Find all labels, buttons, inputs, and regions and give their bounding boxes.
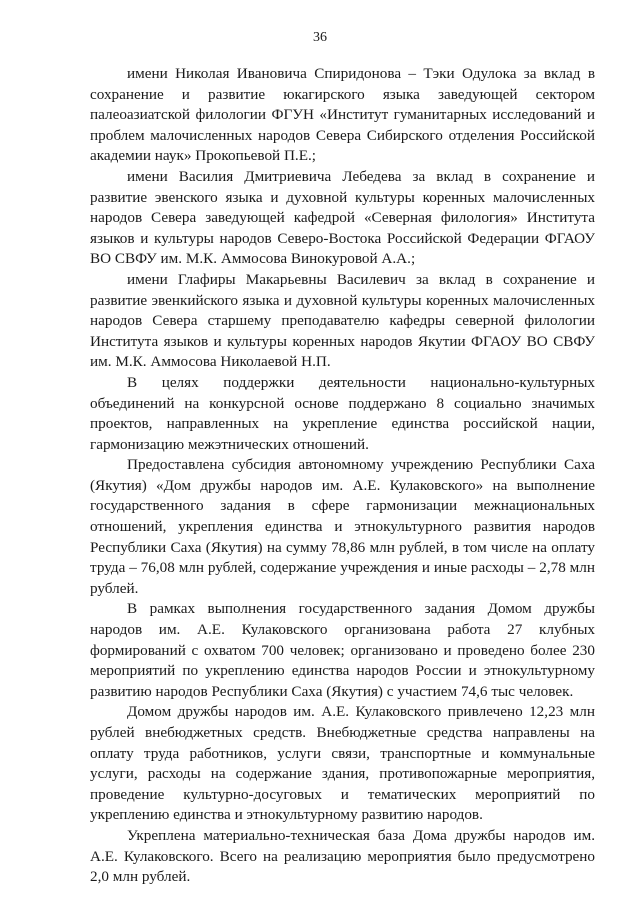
- paragraph-extrabudgetary-funds: Домом дружбы народов им. А.Е. Кулаковского привлечено 12,23 млн рублей внебюджетных средств. Внебюджетные средства направлены на оплату труда работников, услуги связи, транспортные и коммунальные услуги, расходы на содержание здания, противопожарные мероприятия, проведение культурно-досуговых и тематических мероприятий по укреплению единства и этнокультурному развитию народов.: [90, 703, 595, 824]
- paragraph-subsidy: Предоставлена субсидия автономному учреждению Республики Саха (Якутия) «Дом дружбы народов им. А.Е. Кулаковского» на выполнение государственного задания в сфере гармонизации межнациональных отношений, укрепления единства и этнокультурного развития народов Республики Саха (Якутия) на сумму 78,86 млн рублей, в том числе на оплату труда – 76,08 млн рублей, содержание учреждения и иные расходы – 2,78 млн рублей.: [90, 456, 595, 597]
- paragraph-ethnocultural-projects: В целях поддержки деятельности национально-культурных объединений на конкурсной основе поддержано 8 социально значимых проектов, направленных на укрепление единства российской нации, гармонизацию межэтнических отношений.: [90, 373, 595, 453]
- paragraph-award-vasilevich: имени Глафиры Макарьевны Василевич за вклад в сохранение и развитие эвенкийского языка и духовной культуры коренных малочисленных народов Севера старшему преподавателю кафедры северной филологии Института языков и культуры коренных народов Якутии ФГАОУ ВО СВФУ им. М.К. Аммосова Николаевой Н.П.: [90, 270, 595, 371]
- paragraph-award-spiridonov: имени Николая Ивановича Спиридонова – Тэки Одулока за вклад в сохранение и развитие юкагирского языка заведующей сектором палеоазиатской филологии ФГУН «Институт гуманитарных исследований и проблем малочисленных народов Севера Сибирского отделения Российской академии наук» Прокопьевой П.Е.;: [90, 65, 595, 165]
- paragraph-state-task: В рамках выполнения государственного задания Домом дружбы народов им. А.Е. Кулаковского организована работа 27 клубных формирований с охватом 700 человек; организовано и проведено более 230 мероприятий по укреплению единства народов России и этнокультурному развитию народов Республики Саха (Якутия) с участием 74,6 тыс человек.: [90, 600, 595, 700]
- paragraph-award-lebedev: имени Василия Дмитриевича Лебедева за вклад в сохранение и развитие эвенского языка и духовной культуры коренных малочисленных народов Севера заведующей кафедрой «Северная филология» Института языков и культуры народов Северо-Востока Российской Федерации ФГАОУ ВО СВФУ им. М.К. Аммосова Винокуровой А.А.;: [90, 167, 595, 268]
- page-number: 36: [313, 30, 327, 45]
- document-body: [90, 64, 595, 888]
- paragraph-material-base: Укреплена материально-техническая база Дома дружбы народов им. А.Е. Кулаковского. Всего на реализацию мероприятия было предусмотрено 2,0 млн рублей.: [90, 826, 595, 886]
